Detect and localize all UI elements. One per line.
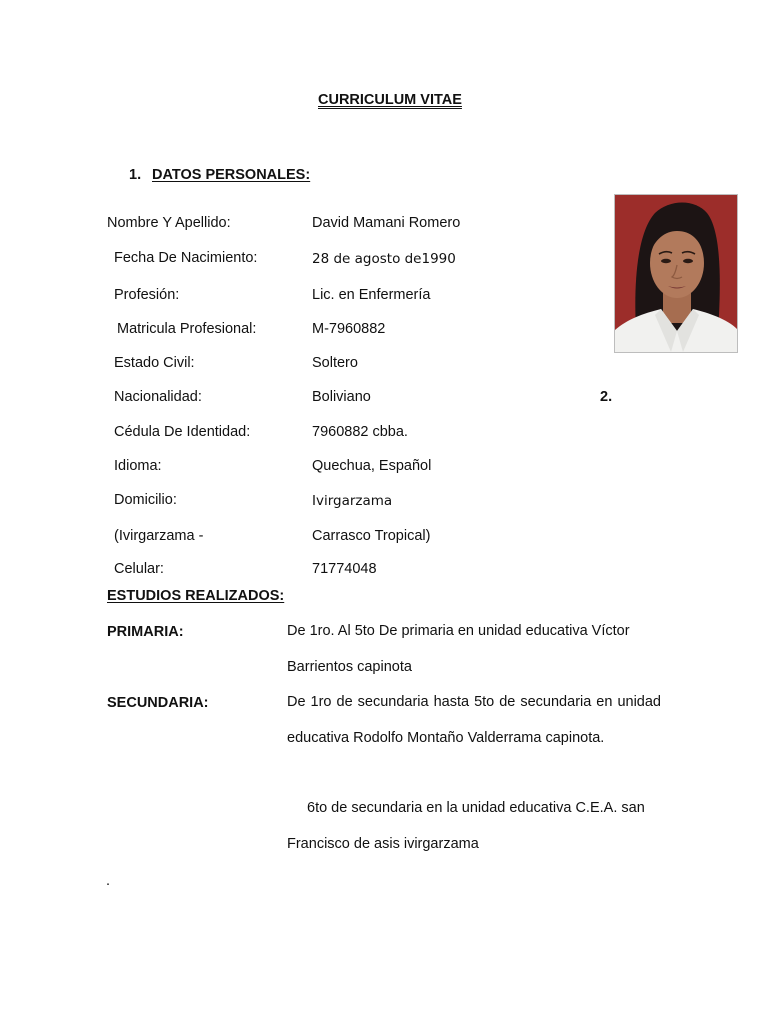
value-fecha-nacimiento: 28 de agosto de1990 [312, 251, 456, 267]
label-fecha-nacimiento: Fecha De Nacimiento: [114, 250, 258, 266]
label-nacionalidad: Nacionalidad: [114, 389, 202, 405]
primaria-text: De 1ro. Al 5to De primaria en unidad educativa Víctor Barrientos capinota [287, 623, 630, 675]
label-celular: Celular: [114, 561, 164, 577]
section-2-heading: ESTUDIOS REALIZADOS: [107, 588, 285, 604]
trailing-mark: . [106, 873, 111, 889]
section-2-number: 2. [600, 389, 613, 405]
label-idioma: Idioma: [114, 458, 162, 474]
profile-photo [614, 194, 738, 353]
value-domicilio-cont: Carrasco Tropical) [312, 528, 431, 544]
value-nombre: David Mamani Romero [312, 215, 461, 231]
portrait-image [615, 195, 737, 352]
value-idioma: Quechua, Español [312, 458, 432, 474]
value-cedula: 7960882 cbba. [312, 424, 408, 440]
label-matricula: Matricula Profesional: [117, 321, 257, 337]
label-profesion: Profesión: [114, 287, 180, 303]
section-1-heading: DATOS PERSONALES: [152, 167, 311, 183]
value-nacionalidad: Boliviano [312, 389, 371, 405]
label-cedula: Cédula De Identidad: [114, 424, 251, 440]
label-nombre: Nombre Y Apellido: [107, 215, 231, 231]
label-domicilio: Domicilio: [114, 492, 177, 508]
value-estado-civil: Soltero [312, 355, 358, 371]
secundaria-text-2: 6to de secundaria en la unidad educativa C.E.A. san Francisco de asis ivirgarzama [287, 800, 645, 852]
primaria-label: PRIMARIA: [107, 624, 184, 640]
left-eye [661, 259, 671, 263]
document-title: CURRICULUM VITAE [318, 92, 462, 108]
value-domicilio: Ivirgarzama [312, 493, 393, 509]
right-eye [683, 259, 693, 263]
value-matricula: M-7960882 [312, 321, 386, 337]
label-domicilio-cont: (Ivirgarzama - [114, 528, 204, 544]
section-1-number: 1. [129, 167, 142, 183]
label-estado-civil: Estado Civil: [114, 355, 195, 371]
value-celular: 71774048 [312, 561, 377, 577]
value-profesion: Lic. en Enfermería [312, 287, 431, 303]
secundaria-text-1: De 1ro de secundaria hasta 5to de secundaria en unidad educativa Rodolfo Montaño Valderrama capinota. [287, 694, 661, 746]
secundaria-label: SECUNDARIA: [107, 695, 209, 711]
